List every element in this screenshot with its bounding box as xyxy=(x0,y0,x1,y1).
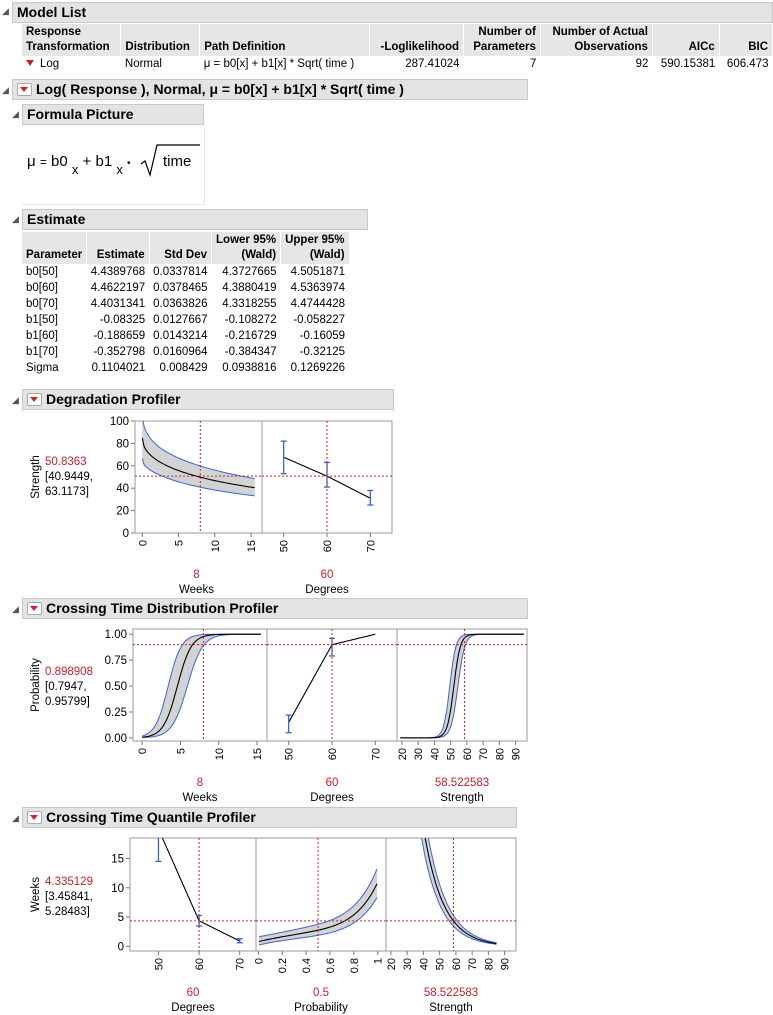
x-tick-label: 0.4 xyxy=(301,958,314,974)
y-tick-label: 20 xyxy=(116,505,129,518)
x-tick-label: 70 xyxy=(365,540,378,553)
profiler-panel-frame xyxy=(386,838,516,951)
table-cell: b0[50] xyxy=(26,266,58,278)
x-tick-label: 80 xyxy=(494,748,507,761)
column-header: BIC xyxy=(719,24,772,56)
y-tick-label: 15 xyxy=(111,853,124,866)
y-axis-label: Probability xyxy=(30,658,42,712)
x-axis-label: Probability xyxy=(294,1002,348,1014)
x-tick-label: 50 xyxy=(445,748,458,761)
x-tick-label: 0.6 xyxy=(324,958,337,974)
x-tick-label: 90 xyxy=(510,748,523,761)
x-current-value: 8 xyxy=(196,777,204,789)
table-cell: -0.216729 xyxy=(224,330,277,342)
x-current-value: 60 xyxy=(320,569,334,581)
degradation-profiler-header[interactable]: Degradation Profiler xyxy=(22,389,394,410)
x-tick-label: 70 xyxy=(234,958,247,971)
x-current-value: 60 xyxy=(186,987,200,999)
table-cell: 4.4622197 xyxy=(90,282,146,294)
y-current-value: 4.335129 xyxy=(45,876,93,888)
table-cell: b1[70] xyxy=(26,346,58,358)
x-axis-label: Strength xyxy=(429,1002,473,1014)
column-header: Parameter xyxy=(22,232,87,264)
y-ci-lower: [0.7947, xyxy=(45,681,87,693)
table-cell: 0.0938816 xyxy=(222,362,277,374)
y-current-value: 0.898908 xyxy=(45,666,93,678)
x-tick-label: 60 xyxy=(322,540,334,553)
table-cell: -0.08325 xyxy=(99,314,146,326)
x-tick-label: 15 xyxy=(252,748,265,761)
x-tick-label: 20 xyxy=(385,958,398,971)
disclosure-icon[interactable]: ◢ xyxy=(12,813,19,823)
table-cell: -0.384347 xyxy=(224,346,277,358)
table-cell: 0.0127667 xyxy=(153,314,208,326)
disclosure-icon[interactable]: ◢ xyxy=(12,109,19,119)
column-header: Lower 95% (Wald) xyxy=(212,232,281,264)
y-tick-label: 0.75 xyxy=(104,655,127,668)
model-report-title: Log( Response ), Normal, μ = b0[x] + b1[x] * Sqrt( time ) xyxy=(36,81,404,97)
column-header: -Loglikelihood xyxy=(370,24,464,56)
table-cell: 0.0143214 xyxy=(153,330,208,342)
x-tick-label: 60 xyxy=(327,748,339,761)
table-cell: b0[60] xyxy=(26,282,58,294)
y-axis-label: Strength xyxy=(30,455,42,499)
table-cell: -0.188659 xyxy=(93,330,146,342)
x-tick-label: 50 xyxy=(278,540,291,553)
table-cell: -0.16059 xyxy=(299,330,346,342)
table-cell: b1[50] xyxy=(26,314,58,326)
y-tick-label: 0 xyxy=(117,941,124,954)
table-cell: 4.4744428 xyxy=(290,298,346,310)
x-tick-label: 0.8 xyxy=(348,958,361,974)
y-ci-upper: 63.1173] xyxy=(45,486,89,498)
table-cell: 0.1104021 xyxy=(91,362,146,374)
column-header: Number of Parameters xyxy=(464,24,541,56)
x-tick-label: 50 xyxy=(434,958,447,971)
x-current-value: 8 xyxy=(193,569,200,581)
x-tick-label: 15 xyxy=(246,540,259,553)
x-tick-label: 90 xyxy=(499,958,512,971)
disclosure-icon[interactable]: ◢ xyxy=(2,85,9,95)
column-header: AICc xyxy=(652,24,719,56)
x-axis-label: Weeks xyxy=(179,584,214,596)
x-tick-label: 10 xyxy=(213,748,226,761)
x-tick-label: 50 xyxy=(153,958,166,971)
x-tick-label: 70 xyxy=(370,748,383,761)
table-cell: b0[70] xyxy=(26,298,58,310)
x-current-value: 58.522583 xyxy=(434,777,490,789)
x-tick-label: 0 xyxy=(137,748,150,755)
x-tick-label: 60 xyxy=(450,958,463,971)
x-tick-label: 80 xyxy=(483,958,496,971)
x-tick-label: 5 xyxy=(173,540,186,547)
y-ci-lower: [40.9449, xyxy=(45,471,93,483)
x-tick-label: 0 xyxy=(137,540,150,547)
table-cell: 0.0337814 xyxy=(153,266,208,278)
column-header: Path Definition xyxy=(200,24,370,56)
table-cell: 0.008429 xyxy=(159,362,208,374)
table-cell: 0.0378465 xyxy=(153,282,208,294)
table-cell: 0.1269226 xyxy=(290,362,346,374)
y-ci-upper: 0.95799] xyxy=(45,696,90,708)
table-cell: 4.3318255 xyxy=(222,298,277,310)
table-cell: Normal xyxy=(124,58,162,70)
table-cell: 4.3880419 xyxy=(222,282,277,294)
y-tick-label: 10 xyxy=(111,882,124,895)
table-cell: 606.473 xyxy=(726,58,769,70)
x-tick-label: 30 xyxy=(413,748,426,761)
y-ci-upper: 5.28483] xyxy=(45,906,90,918)
column-header: Response Transformation xyxy=(22,24,121,56)
table-cell: -0.108272 xyxy=(224,314,277,326)
disclosure-icon[interactable]: ◢ xyxy=(2,6,9,16)
x-tick-label: 40 xyxy=(418,958,431,971)
y-tick-label: 0.00 xyxy=(104,732,127,745)
x-axis-label: Degrees xyxy=(305,584,349,596)
model-list-header[interactable]: Model List xyxy=(12,2,773,23)
table-cell: 92 xyxy=(635,58,649,70)
y-tick-label: 5 xyxy=(117,912,124,925)
y-ci-lower: [3.45841, xyxy=(45,891,93,903)
crossing-distribution-profiler-header[interactable]: Crossing Time Distribution Profiler xyxy=(22,598,528,619)
x-tick-label: 70 xyxy=(478,748,491,761)
x-axis-label: Strength xyxy=(440,792,484,804)
table-cell: b1[60] xyxy=(26,330,58,342)
column-header: Upper 95% (Wald) xyxy=(281,232,349,264)
table-cell: 4.3727665 xyxy=(222,266,277,278)
y-tick-label: 0.25 xyxy=(104,706,127,719)
x-axis-label: Degrees xyxy=(310,792,354,804)
crossing-quantile-profiler-header[interactable]: Crossing Time Quantile Profiler xyxy=(22,807,517,828)
x-tick-label: 0 xyxy=(253,958,266,965)
x-current-value: 58.522583 xyxy=(423,987,479,999)
x-axis-label: Degrees xyxy=(171,1002,215,1014)
y-axis-label: Weeks xyxy=(30,877,42,912)
table-cell: Sigma xyxy=(26,362,59,374)
column-header: Estimate xyxy=(87,232,149,264)
table-cell: Log xyxy=(22,56,121,72)
x-tick-label: 30 xyxy=(402,958,415,971)
table-cell: 0.0363826 xyxy=(153,298,208,310)
column-header: Std Dev xyxy=(149,232,211,264)
y-tick-label: 60 xyxy=(116,460,129,473)
x-axis-label: Weeks xyxy=(182,792,218,804)
x-current-value: 60 xyxy=(325,777,339,789)
disclosure-icon[interactable]: ◢ xyxy=(12,604,19,614)
x-tick-label: 1 xyxy=(372,958,385,965)
x-tick-label: 5 xyxy=(175,748,188,755)
y-tick-label: 80 xyxy=(116,438,129,451)
disclosure-icon[interactable]: ◢ xyxy=(12,395,19,405)
table-cell: -0.352798 xyxy=(93,346,146,358)
x-current-value: 0.5 xyxy=(313,987,329,999)
table-cell: 4.5363974 xyxy=(290,282,346,294)
estimate-header[interactable]: Estimate xyxy=(22,209,368,230)
formula-picture: μ = b0 $_x$ + b1 $_x$ • time xyxy=(22,127,205,205)
profiler-panel-frame xyxy=(130,838,256,951)
y-tick-label: 1.00 xyxy=(104,629,127,642)
x-tick-label: 0.2 xyxy=(277,958,290,974)
y-tick-label: 40 xyxy=(116,483,129,496)
table-cell: 4.4031341 xyxy=(90,298,146,310)
x-tick-label: 20 xyxy=(396,748,409,761)
x-tick-label: 60 xyxy=(461,748,474,761)
x-tick-label: 50 xyxy=(283,748,296,761)
table-cell: 590.15381 xyxy=(660,58,716,70)
table-cell: 4.5051871 xyxy=(290,266,346,278)
formula-picture-header[interactable]: Formula Picture xyxy=(22,104,204,125)
y-tick-label: 0.50 xyxy=(104,681,127,694)
column-header: Distribution xyxy=(121,24,200,56)
table-cell: 0.0160964 xyxy=(153,346,208,358)
table-cell: -0.32125 xyxy=(299,346,346,358)
table-cell: 4.4389768 xyxy=(90,266,146,278)
y-tick-label: 100 xyxy=(109,416,129,428)
column-header: Number of Actual Observations xyxy=(540,24,652,56)
y-current-value: 50.8363 xyxy=(45,456,87,468)
y-tick-label: 0 xyxy=(122,528,129,540)
table-cell: 287.41024 xyxy=(405,58,460,70)
table-cell: μ = b0[x] + b1[x] * Sqrt( time ) xyxy=(203,58,355,70)
table-cell: -0.058227 xyxy=(293,314,346,326)
x-tick-label: 60 xyxy=(194,958,207,971)
table-cell: 7 xyxy=(530,58,537,70)
x-tick-label: 10 xyxy=(209,540,222,553)
x-tick-label: 40 xyxy=(429,748,442,761)
disclosure-icon[interactable]: ◢ xyxy=(12,214,19,224)
x-tick-label: 70 xyxy=(467,958,480,971)
